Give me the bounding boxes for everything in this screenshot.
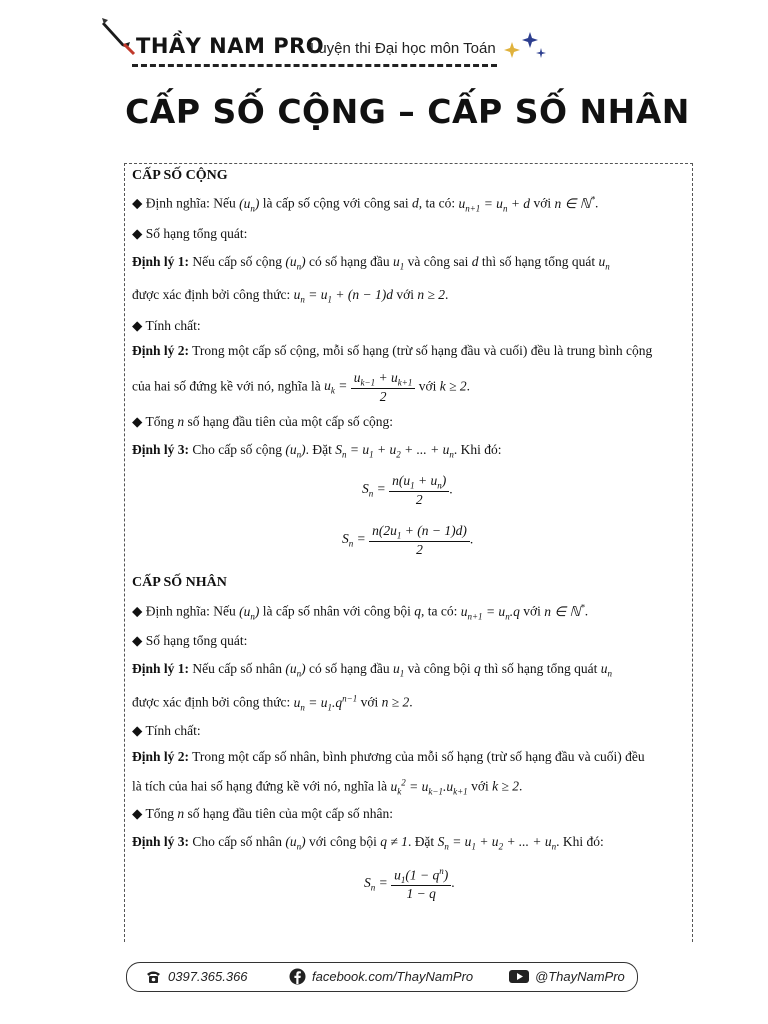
geo-sum-formula: $S_n$ = $\frac{u_1(1 - q^n)}{1 - q}$ . — [364, 866, 455, 902]
header-divider — [132, 64, 497, 67]
page-title: CẤP SỐ CỘNG – CẤP SỐ NHÂN — [125, 92, 690, 131]
geo-theorem-2-formula: là tích của hai số hạng đứng kề với nó, nghĩa là $u_k^2 = u_{k-1}.u_{k+1}$ với k ≥ 2. — [132, 777, 523, 797]
arith-theorem-1-formula: được xác định bởi công thức: $u_n = u_1 + (n - 1)d$ với n ≥ 2. — [132, 287, 449, 305]
geo-sum-heading: ◆ Tổng n số hạng đầu tiên của một cấp số nhân: — [132, 806, 393, 821]
geo-theorem-2: Định lý 2: Trong một cấp số nhân, bình phương của mỗi số hạng (trừ số hạng đầu và cuối) đều — [132, 749, 645, 764]
arith-theorem-3: Định lý 3: Cho cấp số cộng $(u_n)$. Đặt $S_n = u_1 + u_2$ + ... + $u_n$. Khi đó: — [132, 442, 502, 460]
arith-definition: ◆ Định nghĩa: Nếu $(u_n)$ là cấp số cộng với công sai d, ta có: $u_{n+1} = u_n + d$ với n ∈ ℕ*. — [132, 194, 599, 214]
arith-theorem-2-formula: của hai số đứng kề với nó, nghĩa là $u_k$ = $\frac{u_{k-1} + u_{k+1}}{2}$ với k ≥ 2. — [132, 370, 470, 404]
brand-slogan: Luyện thi Đại học môn Toán — [310, 40, 496, 57]
facebook-icon — [289, 968, 306, 985]
footer-youtube[interactable]: @ThayNamPro — [509, 968, 625, 985]
arith-properties-heading: ◆ Tính chất: — [132, 318, 201, 333]
brand-name: THẦY NAM PRO — [136, 34, 325, 58]
geo-theorem-3: Định lý 3: Cho cấp số nhân $(u_n)$ với công bội q ≠ 1. Đặt $S_n = u_1 + u_2$ + ... + $u_n$. Khi đó: — [132, 834, 604, 852]
sparkles-icon — [500, 28, 550, 68]
section-heading-geometric: CẤP SỐ NHÂN — [132, 575, 227, 590]
geo-general-term-heading: ◆ Số hạng tổng quát: — [132, 633, 248, 648]
arith-theorem-2: Định lý 2: Trong một cấp số cộng, mỗi số hạng (trừ số hạng đầu và cuối) đều là trung bình cộng — [132, 343, 653, 358]
arith-theorem-1: Định lý 1: Nếu cấp số cộng $(u_n)$ có số hạng đầu $u_1$ và công sai d thì số hạng tổng quát $u_n$ — [132, 254, 610, 272]
geo-definition: ◆ Định nghĩa: Nếu $(u_n)$ là cấp số nhân với công bội q, ta có: $u_{n+1} = u_n.q$ với n ∈ ℕ*. — [132, 602, 589, 622]
contact-footer — [126, 962, 638, 992]
arith-sum-formula-1: $S_n$ = $\frac{n(u_1 + u_n)}{2}$ . — [362, 473, 453, 507]
geo-theorem-1-formula: được xác định bởi công thức: $u_n = u_1.q^{n-1}$ với n ≥ 2. — [132, 693, 413, 713]
pen-logo-icon — [100, 16, 136, 56]
geo-theorem-1: Định lý 1: Nếu cấp số nhân $(u_n)$ có số hạng đầu $u_1$ và công bội q thì số hạng tổng quát $u_n$ — [132, 661, 612, 679]
footer-facebook[interactable]: facebook.com/ThayNamPro — [289, 968, 473, 985]
arith-general-term-heading: ◆ Số hạng tổng quát: — [132, 226, 248, 241]
section-heading-arithmetic: CẤP SỐ CỘNG — [132, 168, 228, 183]
arith-sum-heading: ◆ Tổng n số hạng đầu tiên của một cấp số cộng: — [132, 414, 393, 429]
geo-properties-heading: ◆ Tính chất: — [132, 723, 201, 738]
arith-sum-formula-2: $S_n$ = $\frac{n(2u_1 + (n - 1)d)}{2}$ . — [342, 523, 474, 557]
footer-phone[interactable]: 0397.365.366 — [145, 968, 248, 985]
youtube-icon — [509, 968, 529, 985]
phone-icon — [145, 968, 162, 985]
page-header — [100, 14, 560, 74]
